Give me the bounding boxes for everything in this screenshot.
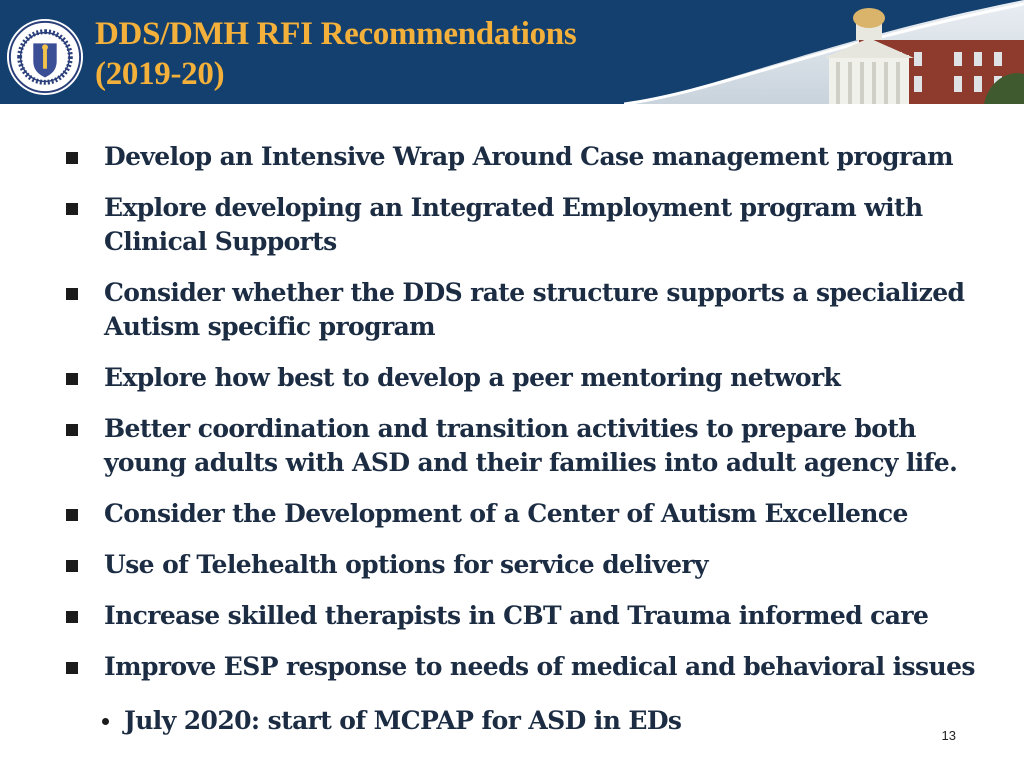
square-bullet-icon xyxy=(66,373,78,385)
round-bullet-icon xyxy=(102,718,109,725)
list-item: Explore how best to develop a peer mentoring network xyxy=(60,361,980,395)
list-item: Consider the Development of a Center of Autism Excellence xyxy=(60,497,980,531)
recommendation-list xyxy=(60,140,980,701)
square-bullet-icon xyxy=(66,560,78,572)
list-item: Improve ESP response to needs of medical and behavioral issues xyxy=(60,650,980,684)
header-banner xyxy=(0,0,1024,104)
square-bullet-icon xyxy=(66,288,78,300)
page-number: 13 xyxy=(941,728,956,743)
sub-bullet-item: July 2020: start of MCPAP for ASD in EDs xyxy=(100,704,681,738)
square-bullet-icon xyxy=(66,203,78,215)
state-house-image xyxy=(624,0,1024,104)
square-bullet-icon xyxy=(66,662,78,674)
list-item: Consider whether the DDS rate structure supports a specialized Autism specific program xyxy=(60,276,980,344)
square-bullet-icon xyxy=(66,611,78,623)
list-item: Explore developing an Integrated Employment program with Clinical Supports xyxy=(60,191,980,259)
title-line-2: (2019-20) xyxy=(95,56,225,92)
square-bullet-icon xyxy=(66,509,78,521)
list-item: Increase skilled therapists in CBT and Trauma informed care xyxy=(60,599,980,633)
slide-title xyxy=(95,14,576,94)
list-item: Develop an Intensive Wrap Around Case management program xyxy=(60,140,980,174)
title-line-1: DDS/DMH RFI Recommendations xyxy=(95,16,577,52)
list-item: Use of Telehealth options for service delivery xyxy=(60,548,980,582)
square-bullet-icon xyxy=(66,424,78,436)
square-bullet-icon xyxy=(66,152,78,164)
massachusetts-seal-icon xyxy=(6,18,84,96)
list-item: Better coordination and transition activities to prepare both young adults with ASD and their families into adult agency life. xyxy=(60,412,980,480)
